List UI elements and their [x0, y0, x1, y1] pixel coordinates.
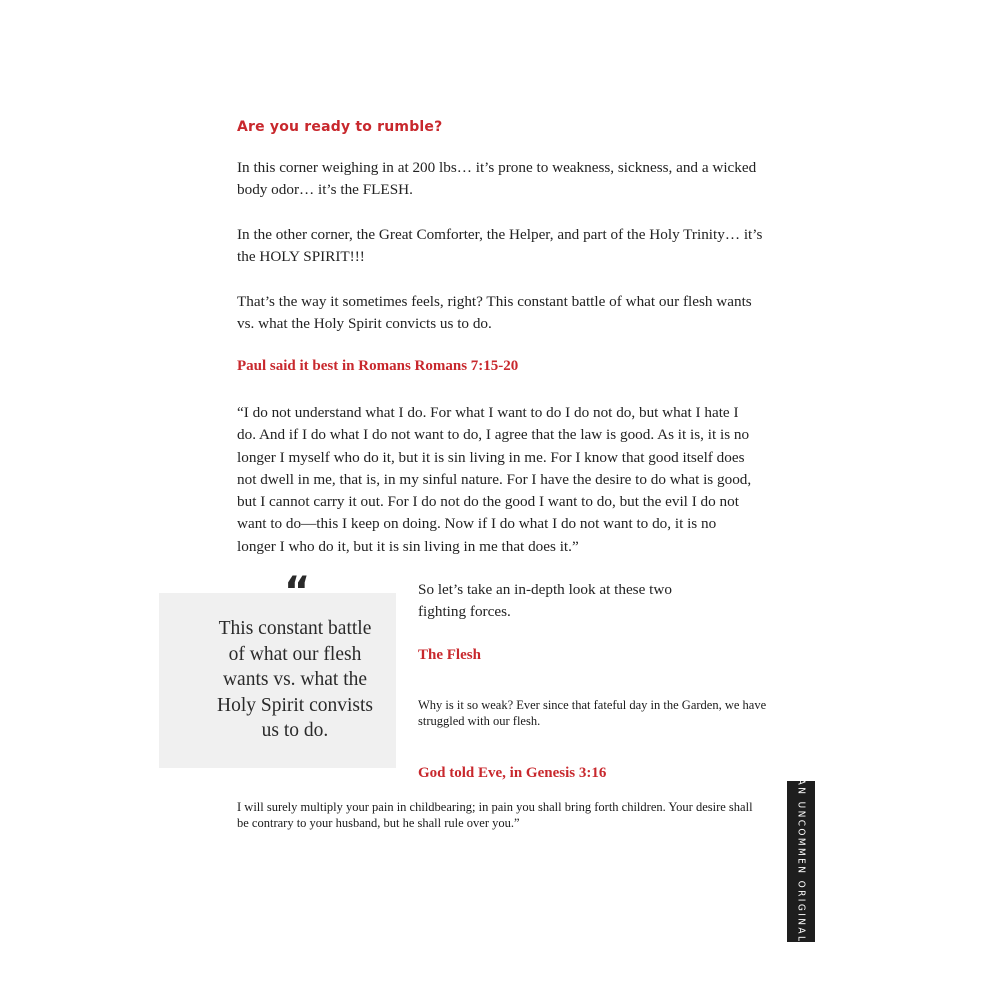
- intro-paragraph-flesh: In this corner weighing in at 200 lbs… it’s prone to weakness, sickness, and a wicked body odor… it’s the FLESH.: [237, 159, 757, 199]
- genesis-quote: I will surely multiply your pain in childbearing; in pain you shall bring forth children. Your desire shall be contrary to your husband, but he shall rule over you.”: [237, 800, 753, 830]
- fighting-forces-intro: So let’s take an in-depth look at these two fighting forces.: [418, 581, 672, 621]
- flesh-description: Why is it so weak? Ever since that fateful day in the Garden, we have struggled with our flesh.: [418, 698, 767, 728]
- side-tab: [787, 778, 815, 944]
- paul-subheading: Paul said it best in Romans Romans 7:15-20: [237, 358, 519, 374]
- genesis-subheading: God told Eve, in Genesis 3:16: [418, 765, 607, 781]
- flesh-subheading: The Flesh: [418, 647, 481, 663]
- pull-quote-text: This constant battle of what our flesh wants vs. what the Holy Spirit convists us to do.: [217, 618, 374, 741]
- section-heading: Are you ready to rumble?: [237, 119, 443, 135]
- intro-paragraph-spirit: In the other corner, the Great Comforter, the Helper, and part of the Holy Trinity… it’s the HOLY SPIRIT!!!: [237, 226, 763, 266]
- side-tab-label: AN UNCOMMEN ORIGINAL: [795, 778, 807, 944]
- romans-quote: “I do not understand what I do. For what I want to do I do not do, but what I hate I do. And if I do what I do not want to do, I agree that the law is good. As it is, it is no longer I myself who do it, but it is sin living in me. For I know that good itself does not dwell in me, that is, in my sinful nature. For I have the desire to do what is good, but I cannot carry it out. For I do not do the good I want to do, but the evil I do not want to do—this I keep on doing. Now if I do what I do not want to do, it is no longer I who do it, but it is sin living in me that does it.”: [237, 404, 752, 555]
- intro-paragraph-battle: That’s the way it sometimes feels, right? This constant battle of what our flesh wants vs. what the Holy Spirit convicts us to do.: [237, 293, 752, 333]
- quote-mark-icon: “: [284, 569, 311, 615]
